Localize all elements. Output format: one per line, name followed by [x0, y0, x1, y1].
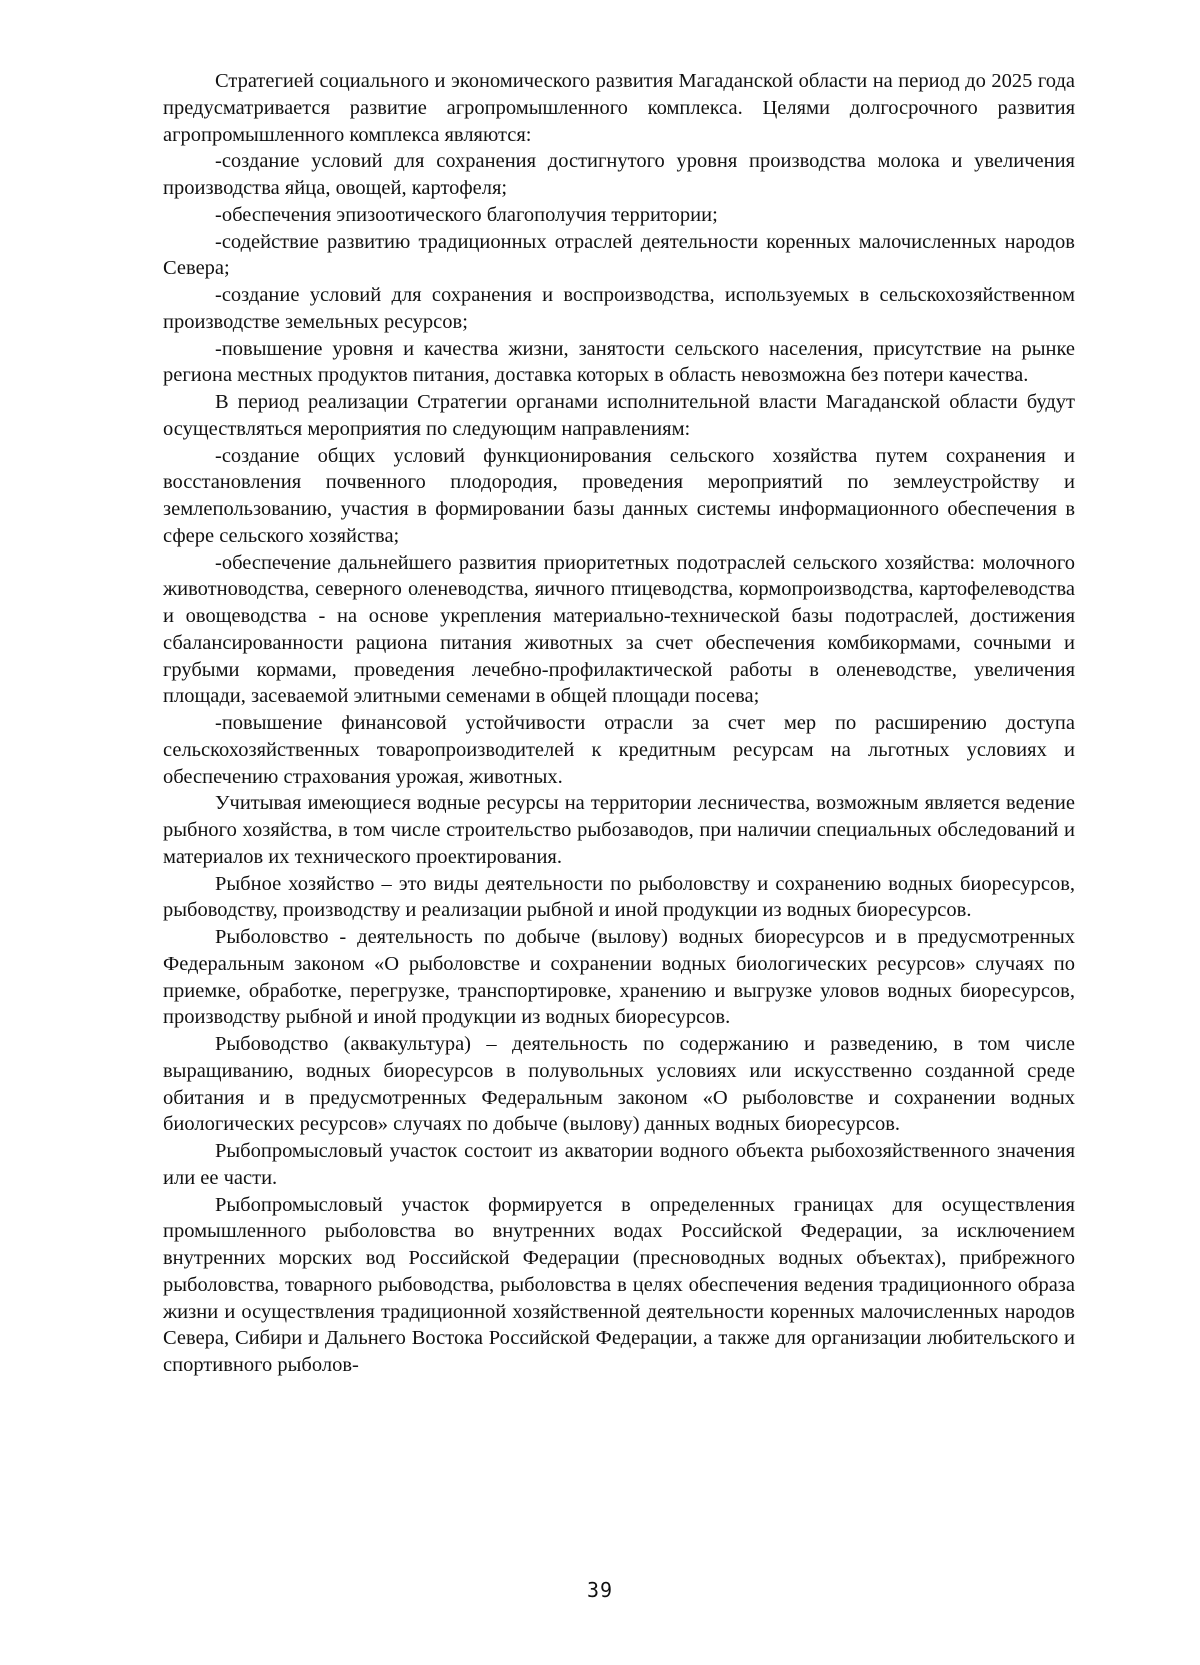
paragraph: -обеспечения эпизоотического благополучия территории;: [215, 203, 718, 226]
document-body: [163, 68, 1075, 1379]
paragraph: -создание условий для сохранения достигнутого уровня производства молока и увеличения производства яйца, овощей, картофеля;: [163, 150, 1075, 199]
page-number: 39: [586, 1578, 614, 1602]
paragraph: -создание условий для сохранения и воспроизводства, используемых в сельскохозяйственном производстве земельных ресурсов;: [163, 284, 1075, 333]
paragraph: Рыбопромысловый участок формируется в определенных границах для осуществления промышленного рыболовства во внутренних водах Российской Федерации, за исключением внутренних морских вод Российской Федерации (пресноводных водных объектах), прибрежного рыболовства, товарного рыбоводства, рыболовства в целях обеспечения ведения традиционного образа жизни и осуществления традиционной хозяйственной деятельности коренных малочисленных народов Севера, Сибири и Дальнего Востока Российской Федерации, а также для организации любительского и спортивного рыболов-: [163, 1193, 1075, 1376]
paragraph: Рыбоводство (аквакультура) – деятельность по содержанию и разведению, в том числе выращиванию, водных биоресурсов в полувольных условиях или искусственно созданной среде обитания и в предусмотренных Федеральным законом «О рыболовстве и сохранении водных биологических ресурсов» случаях по добыче (вылову) данных водных биоресурсов.: [163, 1033, 1075, 1136]
paragraph: Рыбопромысловый участок состоит из акватории водного объекта рыбохозяйственного значения или ее части.: [163, 1140, 1075, 1189]
paragraph: Учитывая имеющиеся водные ресурсы на территории лесничества, возможным является ведение рыбного хозяйства, в том числе строительство рыбозаводов, при наличии специальных обследований и материалов их технического проектирования.: [163, 792, 1075, 868]
paragraph: Рыболовство - деятельность по добыче (вылову) водных биоресурсов и в предусмотренных Федеральным законом «О рыболовстве и сохранении водных биологических ресурсов» случаях по приемке, обработке, перегрузке, транспортировке, хранению и выгрузке уловов водных биоресурсов, производству рыбной и иной продукции из водных биоресурсов.: [163, 926, 1075, 1029]
paragraph: -создание общих условий функционирования сельского хозяйства путем сохранения и восстановления почвенного плодородия, проведения мероприятий по землеустройству и землепользованию, участия в формировании базы данных системы информационного обеспечения в сфере сельского хозяйства;: [163, 444, 1075, 547]
paragraph: -содействие развитию традиционных отраслей деятельности коренных малочисленных народов Севера;: [163, 230, 1075, 280]
paragraph: Стратегией социального и экономического развития Магаданской области на период до 2025 года предусматривается развитие агропромышленного комплекса. Целями долгосрочного развития агропромышленного комплекса являются:: [163, 70, 1075, 146]
paragraph: -обеспечение дальнейшего развития приоритетных подотраслей сельского хозяйства: молочного животноводства, северного оленеводства, яичного птицеводства, кормопроизводства, картофелеводства и овощеводства - на основе укрепления материально-технической базы подотраслей, достижения сбалансированности рациона питания животных за счет обеспечения комбикормами, сочными и грубыми кормами, проведения лечебно-профилактической работы в оленеводстве, увеличения площади, засеваемой элитными семенами в общей площади посева;: [163, 551, 1075, 708]
paragraph: -повышение уровня и качества жизни, занятости сельского населения, присутствие на рынке региона местных продуктов питания, доставка которых в область невозможна без потери качества.: [163, 337, 1075, 387]
paragraph: Рыбное хозяйство – это виды деятельности по рыболовству и сохранению водных биоресурсов, рыбоводству, производству и реализации рыбной и иной продукции из водных биоресурсов.: [163, 872, 1075, 922]
paragraph: В период реализации Стратегии органами исполнительной власти Магаданской области будут осуществляться мероприятия по следующим направлениям:: [163, 391, 1075, 440]
paragraph: -повышение финансовой устойчивости отрасли за счет мер по расширению доступа сельскохозяйственных товаропроизводителей к кредитным ресурсам на льготных условиях и обеспечению страхования урожая, животных.: [163, 712, 1075, 788]
